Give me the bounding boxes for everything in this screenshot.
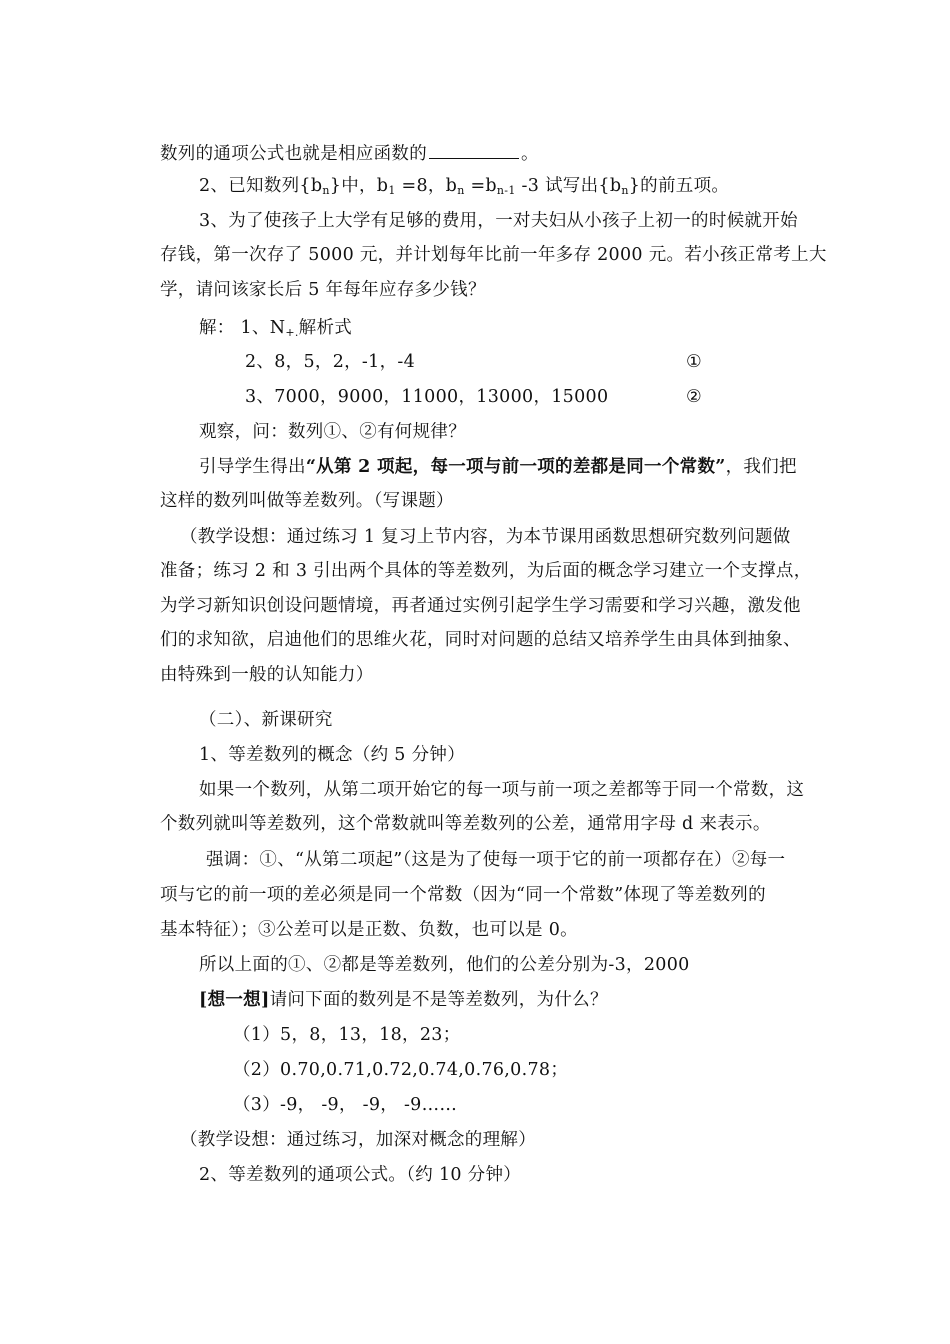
text-span: }中，b (329, 176, 389, 196)
subscript: n (457, 184, 465, 197)
list-item: （3）-9， -9， -9， -9…… (233, 1095, 458, 1115)
text-line (199, 316, 352, 345)
list-item: （1）5，8，13，18，23； (233, 1025, 461, 1045)
text-line: 2、8，5，2，-1，-4 (245, 352, 416, 372)
text-line: 这样的数列叫做等差数列。（写课题） (160, 491, 454, 511)
text-span: 引导学生得出 (199, 457, 306, 477)
subsection-heading: 2、等差数列的通项公式。（约 10 分钟） (199, 1165, 522, 1185)
text-line (199, 174, 729, 203)
text-line: （教学设想：通过练习，加深对概念的理解） (180, 1130, 536, 1150)
text-line: 为学习新知识创设问题情境，再者通过实例引起学生学习需要和学习兴趣，激发他 (160, 596, 801, 616)
bold-text: “从第 2 项起，每一项与前一项的差都是同一个常数” (305, 457, 726, 477)
circled-marker: ② (686, 387, 702, 407)
text-span: 请问下面的数列是不是等差数列，为什么？ (269, 990, 608, 1010)
text-line: 们的求知欲，启迪他们的思维火花，同时对问题的总结又培养学生由具体到抽象、 (160, 630, 801, 650)
text-span: 数列的通项公式也就是相应函数的 (160, 144, 427, 164)
text-span: 。 (521, 144, 539, 164)
subscript: n (322, 184, 330, 197)
list-item: （2）0.70,0.71,0.72,0.74,0.76,0.78； (233, 1060, 569, 1080)
subscript: n-1 (496, 184, 516, 197)
text-span: =8，b (395, 176, 458, 196)
section-heading: （二）、新课研究 (199, 710, 333, 730)
subscript: 1 (388, 184, 396, 197)
fill-in-blank (429, 140, 519, 159)
text-line: （教学设想：通过练习 1 复习上节内容，为本节课用函数思想研究数列问题做 (180, 527, 791, 547)
text-span: ，我们把 (725, 457, 797, 477)
text-line: 由特殊到一般的认知能力） (160, 665, 374, 685)
text-line (199, 455, 797, 479)
text-line: 个数列就叫等差数列，这个常数就叫等差数列的公差，通常用字母 d 来表示。 (160, 814, 771, 834)
text-line: 如果一个数列，从第二项开始它的每一项与前一项之差都等于同一个常数，这 (199, 780, 805, 800)
text-span: }的前五项。 (628, 176, 730, 196)
text-span: -3 试写出{b (515, 176, 622, 196)
text-line: 项与它的前一项的差必须是同一个常数（因为“同一个常数”体现了等差数列的 (160, 885, 766, 905)
text-line: 3、为了使孩子上大学有足够的费用，一对夫妇从小孩子上初一的时候就开始 (199, 211, 798, 231)
text-line: 观察，问：数列①、②有何规律？ (199, 422, 466, 442)
subscript: +. (285, 326, 299, 339)
text-line: 基本特征）；③公差可以是正数、负数，也可以是 0。 (160, 920, 578, 940)
text-span: 解： 1、N (199, 318, 286, 338)
circled-marker: ① (686, 352, 702, 372)
text-span: 2、已知数列{b (199, 176, 323, 196)
text-line (199, 988, 608, 1012)
bold-text: [想一想] (199, 990, 270, 1010)
text-span: 解析式 (298, 318, 353, 338)
text-line: 所以上面的①、②都是等差数列，他们的公差分别为-3，2000 (199, 955, 690, 975)
text-line: 3、7000，9000，11000，13000，15000 (245, 387, 609, 407)
text-line: 强调：①、“从第二项起”（这是为了使每一项于它的前一项都存在）②每一 (206, 850, 786, 870)
text-line: 学，请问该家长后 5 年每年应存多少钱？ (160, 280, 486, 300)
text-span: =b (464, 176, 497, 196)
text-line: 存钱，第一次存了 5000 元，并计划每年比前一年多存 2000 元。若小孩正常考上大 (160, 245, 827, 265)
subsection-heading: 1、等差数列的概念（约 5 分钟） (199, 745, 465, 765)
text-line (160, 140, 539, 166)
text-line: 准备；练习 2 和 3 引出两个具体的等差数列，为后面的概念学习建立一个支撑点， (160, 561, 812, 581)
subscript: n (621, 184, 629, 197)
